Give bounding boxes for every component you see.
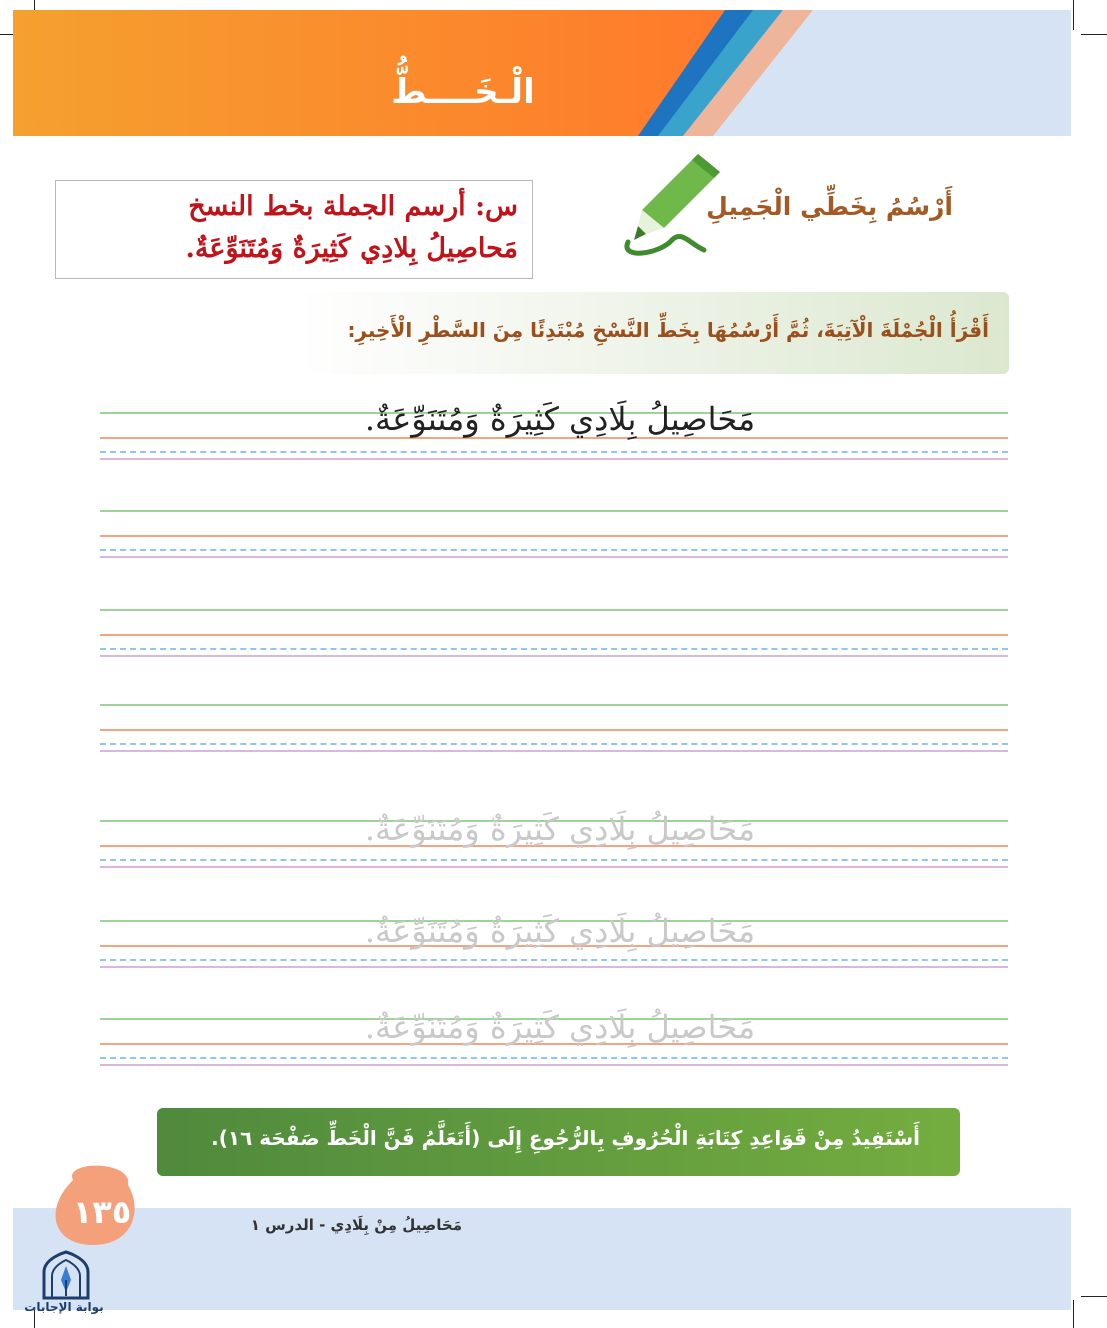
instruction-bar (295, 292, 1009, 374)
crop-mark (1073, 1300, 1074, 1328)
tip-text: أَسْتَفِيدُ مِنْ قَوَاعِدِ كِتَابَةِ الْحُرُوفِ بِالرُّجُوعِ إِلَى (أَتَعَلَّمُ فَنَّ الْخَطِّ صَفْحَة ١٦). (211, 1126, 920, 1150)
writing-lines[interactable] (100, 609, 1008, 671)
question-box (55, 180, 533, 279)
page-title: الْـخَــــطُّ (391, 72, 535, 112)
crop-mark (1081, 1296, 1107, 1297)
trace-sentence: مَحَاصِيلُ بِلَادِي كَثِيرَةٌ وَمُتَنَوِّعَةٌ. (364, 1008, 756, 1046)
page-header (13, 10, 1071, 136)
question-sentence: مَحاصِيلُ بِلادِي كَثِيرَةٌ وَمُتَنَوِّعَةٌ. (185, 233, 518, 264)
trace-sentence: مَحَاصِيلُ بِلَادِي كَثِيرَةٌ وَمُتَنَوِّعَةٌ. (364, 810, 756, 848)
lesson-label: مَحَاصِيلُ مِنْ بِلَادِي - الدرس ١ (250, 1216, 462, 1234)
writing-lines[interactable] (100, 510, 1008, 572)
section-title: أَرْسُمُ بِخَطِّي الْجَمِيلِ (706, 192, 953, 221)
instruction-text: أَقْرَأُ الْجُمْلَةَ الْآتِيَةَ، ثُمَّ أَرْسُمُهَا بِخَطِّ النَّسْخِ مُبْتَدِئًا مِنَ السَّطْرِ الْأَخِيرِ: (347, 318, 989, 342)
mosque-pen-icon (38, 1250, 94, 1300)
question-line: س: أرسم الجملة بخط النسخ (188, 191, 518, 222)
trace-sentence: مَحَاصِيلُ بِلَادِي كَثِيرَةٌ وَمُتَنَوِّعَةٌ. (364, 912, 756, 950)
model-sentence: مَحَاصِيلُ بِلَادِي كَثِيرَةٌ وَمُتَنَوِّعَةٌ. (364, 400, 756, 438)
footer-curve (13, 1150, 1071, 1310)
crop-mark (1073, 0, 1074, 30)
page-number: ١٣٥ (72, 1193, 132, 1231)
logo-text: بوابة الإجابات (24, 1300, 104, 1314)
writing-lines[interactable] (100, 704, 1008, 766)
crop-mark (1081, 34, 1107, 35)
